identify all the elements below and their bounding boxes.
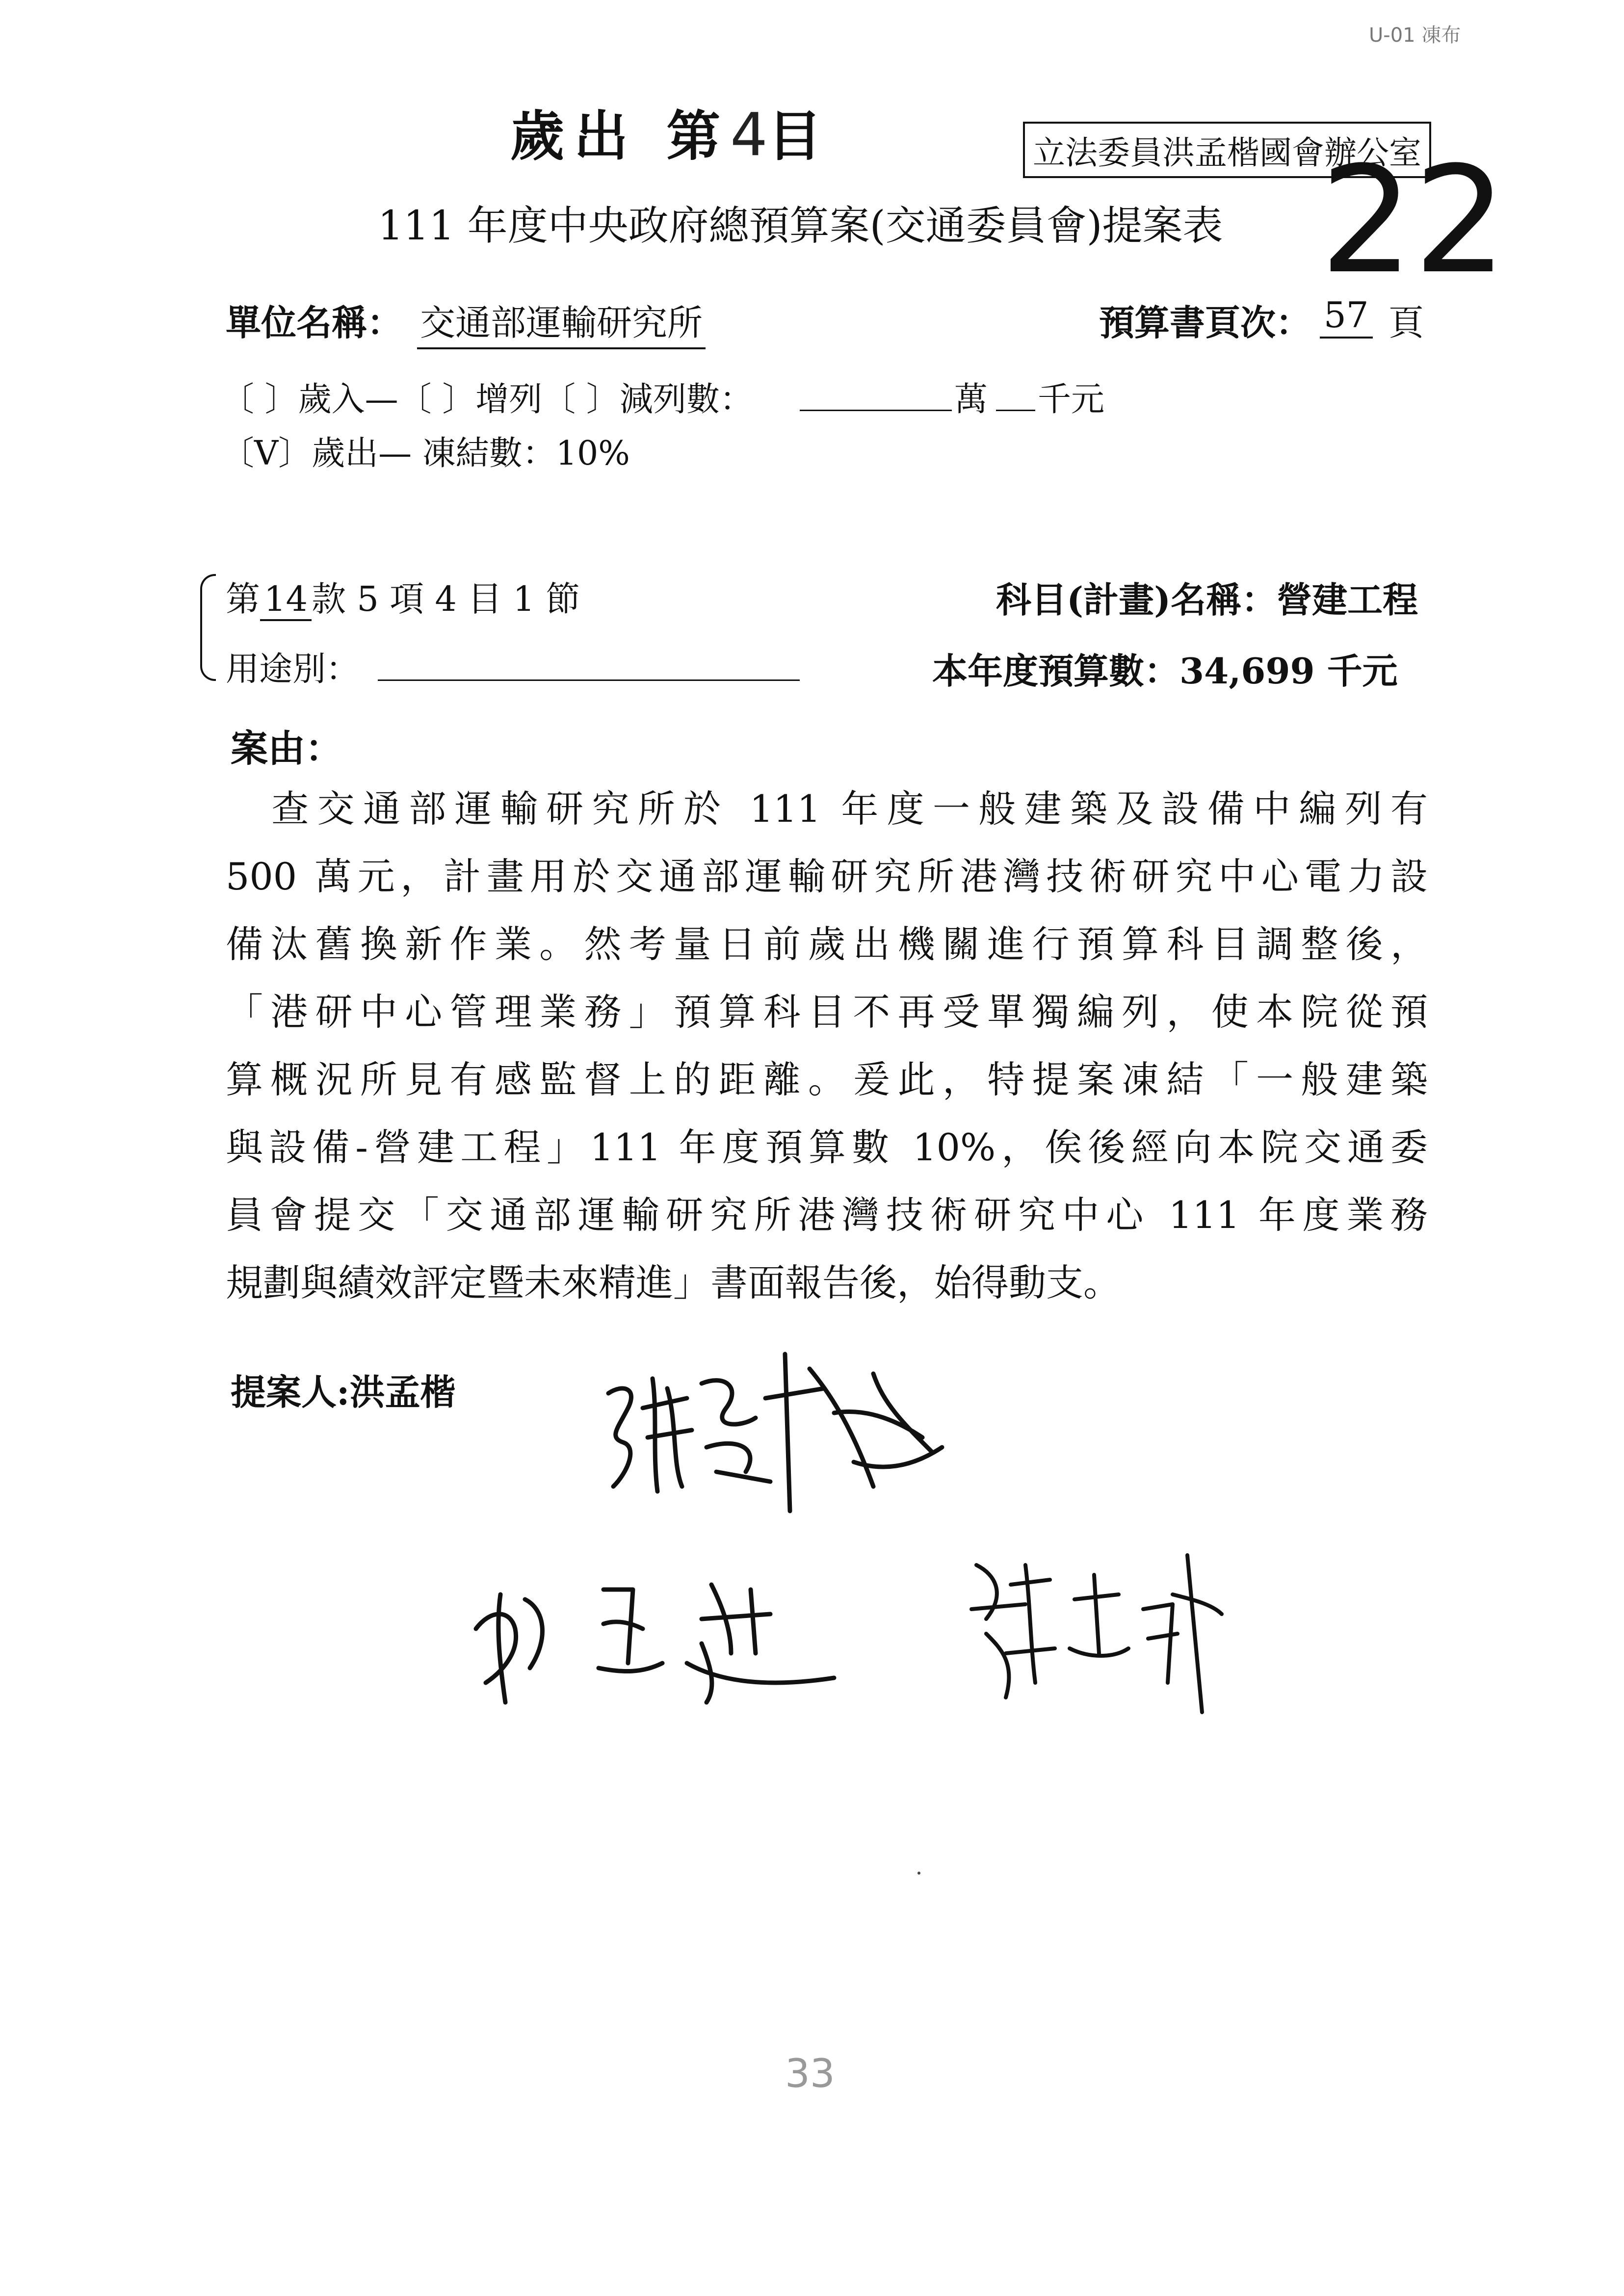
proposal-number: 22	[1320, 135, 1507, 306]
page-label: 預算書頁次：	[1099, 302, 1311, 343]
budget-heading	[510, 93, 832, 171]
page-unit: 頁	[1388, 302, 1424, 343]
scan-speck	[917, 1872, 920, 1875]
office-stamp: 立法委員洪孟楷國會辦公室	[1023, 122, 1431, 178]
reason-heading: 案由：	[231, 727, 342, 770]
document-title: 111 年度中央政府總預算案(交通委員會)提案表	[378, 203, 1223, 249]
revenue-line: 〔 〕歲入—〔 〕增列〔 〕減列數：	[221, 380, 753, 419]
heading-prefix: 歲出 第	[510, 104, 731, 168]
item-prefix: 第	[226, 579, 260, 619]
reason-line: 與設備-營建工程」111 年度預算數 10%，俟後經向本院交通委	[226, 1125, 1428, 1169]
cosigner-signature-2	[957, 1536, 1231, 1722]
reason-line: 備汰舊換新作業。然考量日前歲出機關進行預算科目調整後，	[226, 922, 1428, 966]
proposer-label: 提案人:洪孟楷	[231, 1371, 456, 1413]
reason-line: 「港研中心管理業務」預算科目不再受單獨編列，使本院從預	[226, 990, 1428, 1034]
handwritten-page-mark: 33	[785, 2051, 835, 2096]
reason-line: 查交通部運輸研究所於 111 年度一般建築及設備中編列有	[226, 787, 1428, 831]
revenue-wan-unit: 萬	[954, 380, 988, 419]
item-rest: 款 5 項 4 目 1 節	[312, 579, 580, 619]
unit-name: 交通部運輸研究所	[417, 294, 706, 349]
reason-body	[226, 775, 1428, 1317]
reason-line: 500 萬元，計畫用於交通部運輸研究所港灣技術研究中心電力設	[226, 855, 1428, 898]
proposer-signature	[579, 1325, 962, 1531]
expense-freeze-line: 〔V〕歲出— 凍結數：10%	[221, 434, 630, 473]
item-kuan-number: 14	[260, 579, 312, 621]
budget-amount: 本年度預算數：34,699 千元	[932, 650, 1398, 692]
usage-blank	[378, 679, 800, 681]
cosigner-signature-1	[456, 1555, 859, 1717]
corner-handwritten-note: U-01 凍布	[1369, 24, 1461, 47]
item-bracket	[200, 574, 216, 681]
reason-line: 規劃與績效評定暨未來精進」書面報告後，始得動支。	[226, 1261, 1121, 1305]
reason-line: 員會提交「交通部運輸研究所港灣技術研究中心 111 年度業務	[226, 1193, 1428, 1237]
revenue-qian-unit: 千元	[1038, 380, 1105, 419]
page-number: 57	[1320, 294, 1373, 339]
subject-name: 科目(計畫)名稱：營建工程	[996, 579, 1418, 621]
heading-suffix: 目	[767, 104, 832, 168]
revenue-amount-blank	[800, 410, 952, 411]
budget-item-path	[226, 572, 580, 621]
revenue-qian-blank	[996, 410, 1035, 411]
heading-item-number: 4	[730, 101, 768, 169]
reason-line: 算概況所見有感監督上的距離。爰此，特提案凍結「一般建築	[226, 1058, 1428, 1101]
usage-label: 用途別：	[226, 650, 360, 689]
unit-label: 單位名稱：	[226, 302, 403, 343]
